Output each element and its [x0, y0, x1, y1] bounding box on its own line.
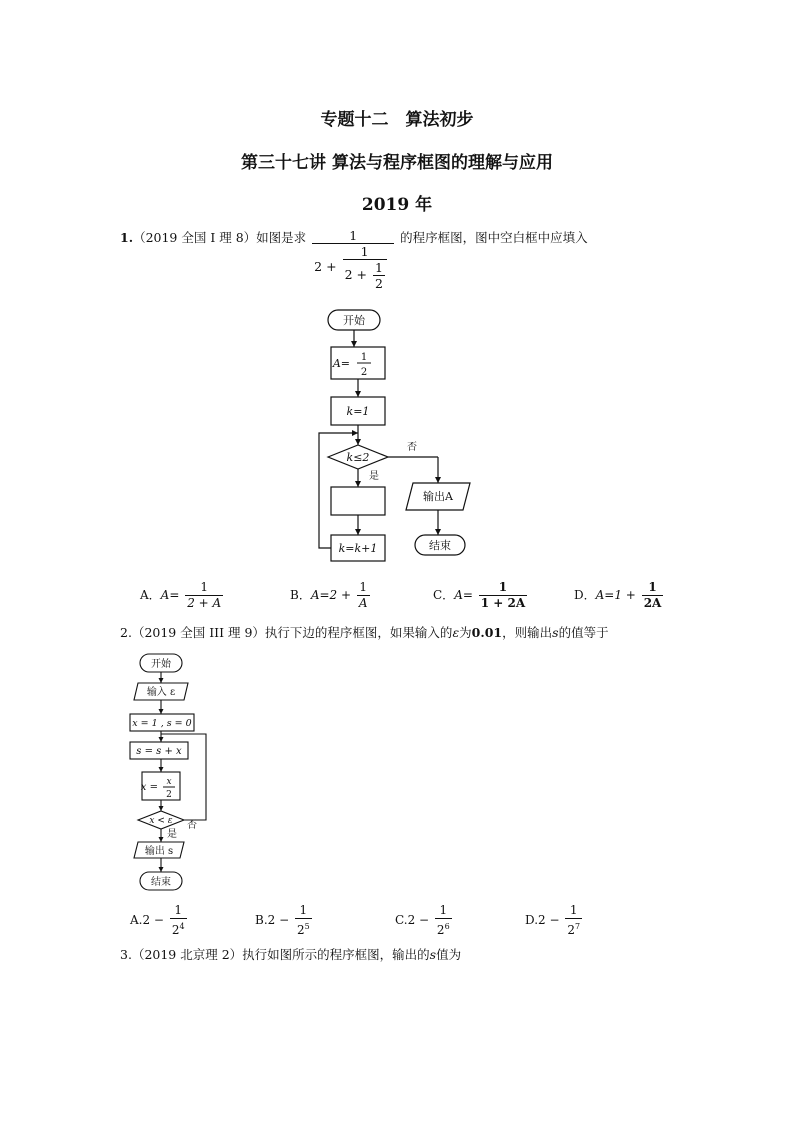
year-heading: 2019 年: [361, 195, 433, 215]
q2-option-d-base: 2: [567, 923, 575, 937]
q2-option-b-num: 1: [295, 903, 312, 919]
q1-option-d-den: 2A: [643, 596, 662, 610]
q1-output-label: 输出A: [423, 490, 453, 503]
q1-option-a-label: A．: [140, 588, 161, 602]
question-2-flowchart: [122, 648, 222, 898]
q1-increment-label: k=k+1: [338, 542, 378, 555]
question-2-text-post: ，则输出: [502, 625, 553, 640]
cf-inner-numerator: 1: [343, 244, 387, 260]
q1-option-b-num: 1: [357, 580, 370, 596]
q2-option-c: [395, 903, 454, 938]
q1-option-b: [290, 580, 372, 611]
question-1-source: （2019 全国 I 理 8）: [133, 230, 257, 245]
q2-option-c-label: C.: [395, 913, 408, 927]
q1-option-a-left: A=: [160, 588, 180, 602]
cf-den-prefix: 2 +: [314, 259, 337, 274]
q2-option-c-exp: 6: [444, 922, 450, 931]
question-2-source: （2019 全国 III 理 9）: [131, 625, 265, 640]
q1-option-d-left: A=1 +: [595, 588, 636, 602]
q2-init-label: x = 1 , s = 0: [132, 718, 192, 729]
q1-yes-label: 是: [369, 471, 379, 482]
q2-halve-den: 2: [166, 790, 172, 800]
question-1-continued-fraction: [312, 228, 394, 291]
question-2-number: 2.: [120, 625, 132, 640]
q1-no-label: 否: [407, 442, 417, 453]
q1-option-a: [140, 580, 225, 611]
q1-end-label: 结束: [429, 539, 451, 552]
q1-blank-box: [331, 487, 385, 515]
cf-innermost-numerator: 1: [374, 260, 383, 275]
q1-option-a-den: 2 + A: [187, 596, 222, 610]
q1-option-c-left: A=: [454, 588, 473, 602]
q2-option-a-label: A.: [130, 913, 143, 927]
topic-title: 专题十二 算法初步: [320, 110, 474, 130]
q2-option-a-expr: 2 −: [142, 913, 164, 927]
q2-halve-num: x: [166, 777, 172, 787]
question-1-number: 1.: [120, 230, 134, 245]
question-2-text-body: 执行下边的程序框图，如果输入的: [264, 625, 453, 640]
question-2-text-mid: 为: [459, 625, 472, 640]
q2-sum-label: s = s + x: [136, 746, 182, 757]
q1-option-a-num: 1: [185, 580, 223, 596]
cf-innermost-denominator: 2: [374, 276, 383, 291]
q2-option-b-base: 2: [296, 923, 305, 937]
question-1-text-pre: 如图是求: [256, 230, 307, 245]
q2-option-c-base: 2: [436, 923, 445, 937]
q2-option-c-expr: 2 −: [407, 913, 430, 927]
q1-condition-label: k≤2: [346, 451, 370, 464]
q2-option-d-expr: 2 −: [538, 913, 560, 927]
q2-option-b-expr: 2 −: [267, 913, 290, 927]
question-3-number: 3.: [120, 947, 132, 962]
q1-assign-num: 1: [360, 352, 368, 363]
question-3-s: s: [429, 947, 437, 962]
q2-option-a-base: 2: [171, 923, 180, 937]
q2-option-a: [130, 903, 189, 938]
question-2-text: [120, 623, 609, 641]
q1-option-c-label: C．: [433, 588, 455, 602]
q2-option-b-label: B.: [255, 913, 268, 927]
q2-option-d-label: D.: [525, 913, 539, 927]
q2-option-d-num: 1: [565, 903, 582, 919]
question-2-s: s: [552, 625, 559, 640]
question-3-text: [120, 945, 461, 963]
q2-option-b-exp: 5: [304, 922, 310, 931]
q1-init-label: k=1: [346, 405, 370, 418]
q2-option-b: [255, 903, 314, 938]
q1-assign-den: 2: [360, 367, 368, 378]
q1-option-d-num: 1: [642, 580, 664, 596]
q2-option-c-num: 1: [435, 903, 452, 919]
q1-option-b-den: A: [358, 596, 368, 610]
q1-option-b-label: B．: [290, 588, 311, 602]
q2-option-a-exp: 4: [179, 922, 185, 931]
question-1-text-post: 的程序框图，图中空白框中应填入: [400, 230, 588, 245]
cf-inner-den-prefix: 2 +: [344, 267, 367, 282]
q1-option-c: [433, 580, 529, 611]
q1-option-b-left: A=2 +: [310, 588, 352, 602]
question-3-text-body: 执行如图所示的程序框图，输出的: [242, 947, 430, 962]
question-2-eps: ε: [452, 625, 460, 640]
q1-option-d: [574, 580, 665, 611]
question-2-eps-value: 0.01: [471, 625, 503, 640]
q1-option-c-den: 1 + 2A: [480, 596, 526, 610]
q2-yes-label: 是: [167, 829, 177, 840]
q2-output-label: 输出 s: [144, 846, 174, 857]
q2-start-label: 开始: [151, 659, 171, 670]
q1-option-c-num: 1: [479, 580, 527, 596]
q2-condition-label: x < ε: [149, 816, 173, 826]
q2-option-a-num: 1: [170, 903, 187, 919]
lecture-title: 第三十七讲 算法与程序框图的理解与应用: [241, 153, 553, 173]
q2-option-d-exp: 7: [575, 922, 581, 931]
q1-option-d-label: D．: [574, 588, 596, 602]
question-3-source: （2019 北京理 2）: [131, 947, 243, 962]
q2-end-label: 结束: [151, 877, 171, 888]
q2-no-label: 否: [187, 820, 197, 831]
cf-numerator: 1: [312, 228, 394, 244]
question-1-flowchart: [300, 305, 500, 565]
q2-halve-left: x =: [140, 782, 158, 793]
question-2-text-end: 的值等于: [558, 625, 609, 640]
q1-assign-left: A=: [332, 357, 350, 370]
q2-option-d: [525, 903, 584, 938]
question-1-text: [120, 228, 588, 291]
question-3-text-end: 值为: [436, 947, 462, 962]
q2-input-label: 输入 ε: [146, 687, 176, 698]
q1-start-label: 开始: [343, 314, 365, 327]
